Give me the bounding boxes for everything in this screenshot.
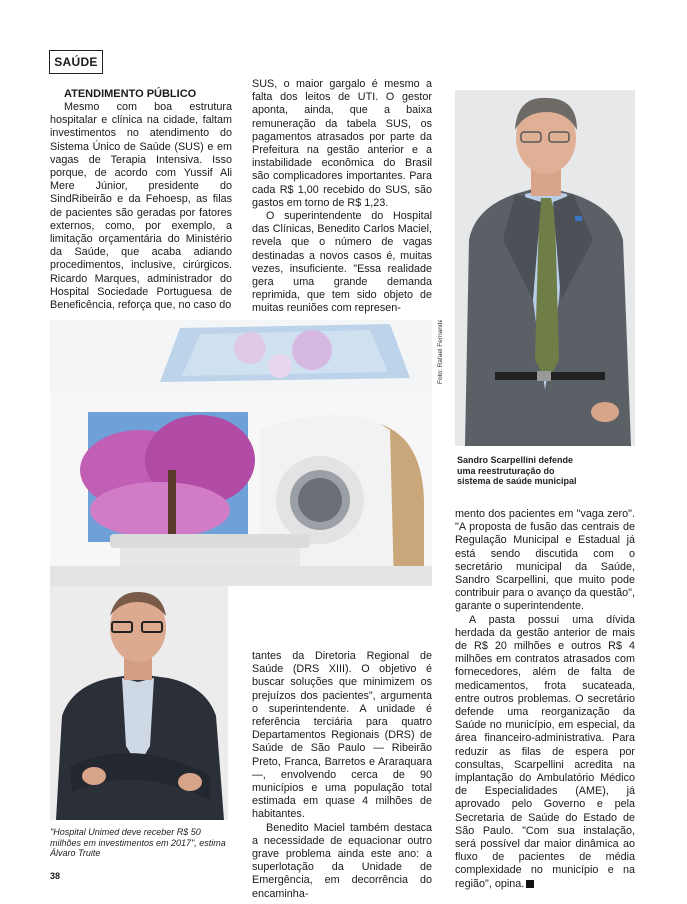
article-heading: ATENDIMENTO PÚBLICO: [64, 88, 197, 100]
portrait-illustration: [455, 90, 635, 446]
article-column-3: [252, 650, 432, 901]
page-number: 38: [50, 871, 61, 881]
section-tag: SAÚDE: [49, 50, 103, 74]
mri-room-photo: [50, 320, 432, 586]
article-column-2: [252, 78, 432, 316]
sandro-scarpellini-photo: [455, 90, 635, 446]
photo-credit-text: Foto: Rafael Fernandes: [437, 320, 444, 384]
photo-credit: [434, 320, 444, 384]
paragraph: SUS, o maior gargalo é mesmo a falta dos leitos de UTI. O gestor aponta, ainda, que a baixa remuneração da tabela SUS, os pagamentos atrasados por parte da Prefeitura na gestão anterior e a instabilidade econômica do Brasil são complicadores importantes. Para cada R$ 1,00 recebido do SUS, são gastos em torno de R$ 1,23.: [252, 78, 432, 209]
paragraph: tantes da Diretoria Regional de Saúde (DRS XIII). O objetivo é buscar soluções que minimizem os prejuízos dos pacientes", argumenta o superintendente. A unidade é referência terciária para quatro Departamentos Regionais (DRS) de Saúde de São Paulo — Ribeirão Preto, Franca, Barretos e Araraquara —, envolvendo cerca de 90 municípios e uma população total estimada em quase 4 milhões de habitantes.: [252, 650, 432, 821]
paragraph: Mesmo com boa estrutura hospitalar e clínica na cidade, faltam investimentos no atendimento do Sistema Único de Saúde (SUS) e em vagas de Terapia Intensiva. Isso porque, de acordo com Yussif Ali Mere Júnior, presidente do SindRibeirão e da Fehoesp, as filas de pacientes são geradas por fatores externos, como, por exemplo, a limitação orçamentária do Ministério da Saúde, que acaba adiando procedimentos, inclusive, cirúrgicos. Ricardo Marques, administrador do Hospital Sociedade Portuguesa de Beneficência, reforça que, no caso do: [50, 101, 232, 312]
mri-illustration: [50, 320, 432, 586]
end-of-article-icon: [526, 880, 534, 888]
paragraph: O superintendente do Hospital das Clínicas, Benedito Carlos Maciel, revela que o número de vagas destinadas a novos casos é, muitas vezes, insuficiente. "Essa realidade gera uma grande demanda reprimida, que tem sido objeto de muitas reuniões com represen-: [252, 210, 432, 315]
paragraph-text: A pasta possui uma dívida herdada da gestão anterior de mais de R$ 20 milhões e outros R$ 4 milhões em contratos atrasados com fornecedores, além de falta de medicamentos, frota sucateada, entre outros problemas. O secretário defende uma reorganização da Saúde no município, em especial, da área financeiro-administrativa. Para reduzir as filas de espera por consultas, Scarpellini acredita na implantação do Ambulatório Médico de Especialidades (AME), já aprovado pelo Governo e pela Secretaria de Saúde do Estado de São Paulo. "Com sua instalação, será possível dar maior dinâmica ao fluxo de pacientes de média complexidade no município e na região", opina.: [455, 613, 635, 890]
alvaro-truite-photo: [50, 586, 228, 820]
paragraph: Benedito Maciel também destaca a necessidade de equacionar outro grave problema ainda este ano: a superlotação da Unidade de Emergência, em decorrência do encaminha-: [252, 821, 432, 900]
article-column-1: [50, 88, 232, 312]
portrait-illustration: [50, 586, 228, 820]
paragraph: mento dos pacientes em "vaga zero". "A proposta de fusão das centrais de Regulação Municipal e Estadual já está sendo discutida com o secretário municipal da Saúde, Sandro Scarpellini, que muito pode contribuir para o avanço da questão", garante o superintendente.: [455, 508, 635, 613]
paragraph-final: [455, 614, 635, 891]
article-column-4: [455, 508, 635, 891]
alvaro-photo-caption: "Hospital Unimed deve receber R$ 50 milhões em investimentos em 2017", estima Álvaro Truite: [50, 827, 226, 858]
sandro-photo-caption: Sandro Scarpellini defende uma reestruturação do sistema de saúde municipal: [457, 455, 577, 486]
